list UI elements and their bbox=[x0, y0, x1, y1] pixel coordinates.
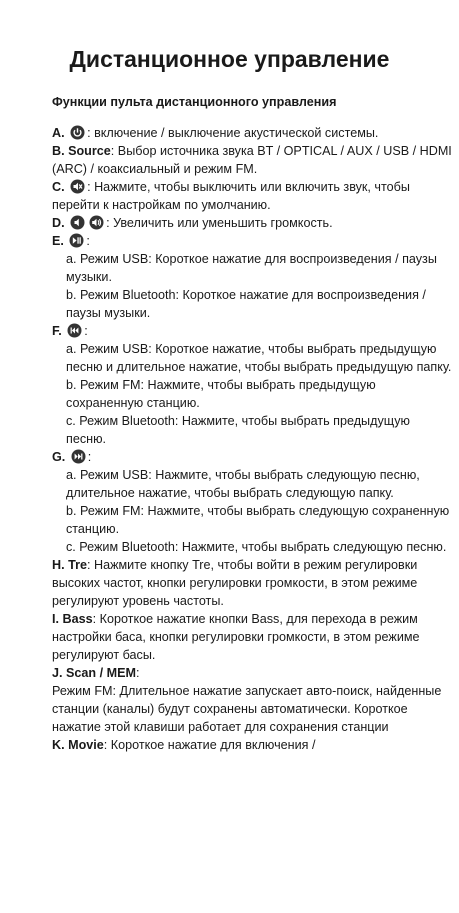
item-letter: E. bbox=[52, 234, 64, 248]
sub-item: b. Режим Bluetooth: Короткое нажатие для воспроизведения / паузы музыки. bbox=[66, 288, 426, 320]
item-text: : bbox=[84, 324, 88, 338]
item-letter: H. bbox=[52, 558, 65, 572]
sub-item: a. Режим USB: Короткое нажатие, чтобы выбрать предыдущую песню и длительное нажатие, чтобы выбрать предыдущую папку. bbox=[66, 342, 452, 374]
item-letter: B. bbox=[52, 144, 65, 158]
volume-up-icon bbox=[89, 215, 104, 230]
sub-item: b. Режим FM: Нажмите, чтобы выбрать следующую сохраненную станцию. bbox=[66, 504, 450, 536]
item-e bbox=[52, 232, 452, 322]
item-letter: J. bbox=[52, 666, 63, 680]
item-text: : Увеличить или уменьшить громкость. bbox=[106, 216, 333, 230]
item-text: : Короткое нажатие для включения / bbox=[103, 738, 316, 752]
section-subtitle: Функции пульта дистанционного управления bbox=[52, 95, 337, 109]
item-text: : bbox=[136, 666, 140, 680]
item-text: : Короткое нажатие кнопки Bass, для перехода в режим настройки баса, кнопки регулировки громкости, в этом режиме регулируют басы. bbox=[52, 612, 420, 662]
item-letter: F. bbox=[52, 324, 62, 338]
item-text: : Выбор источника звука BT / OPTICAL / AUX / USB / HDMI (ARC) / коаксиальный и режим FM. bbox=[52, 144, 452, 176]
item-key: Source bbox=[68, 144, 111, 158]
item-b bbox=[52, 142, 452, 178]
item-letter: K. bbox=[52, 738, 65, 752]
item-key: Scan / MEM bbox=[66, 666, 136, 680]
item-j bbox=[52, 664, 452, 736]
item-key: Bass bbox=[62, 612, 93, 626]
mute-icon bbox=[70, 179, 85, 194]
item-letter: A. bbox=[52, 126, 65, 140]
page-title: Дистанционное управление bbox=[69, 46, 390, 72]
item-letter: C. bbox=[52, 180, 65, 194]
volume-down-icon bbox=[70, 215, 85, 230]
item-f bbox=[52, 322, 452, 448]
item-letter: I. bbox=[52, 612, 59, 626]
item-key: Movie bbox=[68, 738, 104, 752]
item-key: Tre bbox=[68, 558, 87, 572]
item-a bbox=[52, 124, 452, 142]
item-g bbox=[52, 448, 452, 556]
sub-item: c. Режим Bluetooth: Нажмите, чтобы выбрать предыдущую песню. bbox=[66, 414, 410, 446]
sub-item: a. Режим USB: Короткое нажатие для воспроизведения / паузы музыки. bbox=[66, 252, 437, 284]
item-text: : bbox=[87, 450, 92, 464]
item-text: : включение / выключение акустической системы. bbox=[87, 126, 379, 140]
items-list bbox=[52, 124, 452, 754]
sub-item: a. Режим USB: Нажмите, чтобы выбрать следующую песню, длительное нажатие, чтобы выбрать следующую папку. bbox=[66, 468, 420, 500]
sub-item: c. Режим Bluetooth: Нажмите, чтобы выбрать следующую песню. bbox=[66, 540, 447, 554]
play-pause-icon bbox=[69, 233, 84, 248]
item-letter: G. bbox=[52, 450, 66, 464]
item-description: Режим FM: Длительное нажатие запускает авто-поиск, найденные станции (каналы) будут сохранены автоматически. Короткое нажатие этой клавиши работает для сохранения станции bbox=[52, 684, 442, 734]
sub-item: b. Режим FM: Нажмите, чтобы выбрать предыдущую сохраненную станцию. bbox=[66, 378, 376, 410]
item-c bbox=[52, 178, 452, 214]
item-d bbox=[52, 214, 452, 232]
item-text: : Нажмите, чтобы выключить или включить звук, чтобы перейти к настройкам по умолчанию. bbox=[52, 180, 410, 212]
item-text: : Нажмите кнопку Tre, чтобы войти в режим регулировки высоких частот, кнопки регулировки громкости, в этом режиме регулируют уровень частоты. bbox=[52, 558, 418, 608]
item-text: : bbox=[86, 234, 90, 248]
power-icon bbox=[70, 125, 85, 140]
item-letter: D. bbox=[52, 216, 65, 230]
item-i bbox=[52, 610, 452, 664]
item-k bbox=[52, 736, 452, 754]
item-h bbox=[52, 556, 452, 610]
previous-track-icon bbox=[67, 323, 82, 338]
next-track-icon bbox=[71, 449, 86, 464]
